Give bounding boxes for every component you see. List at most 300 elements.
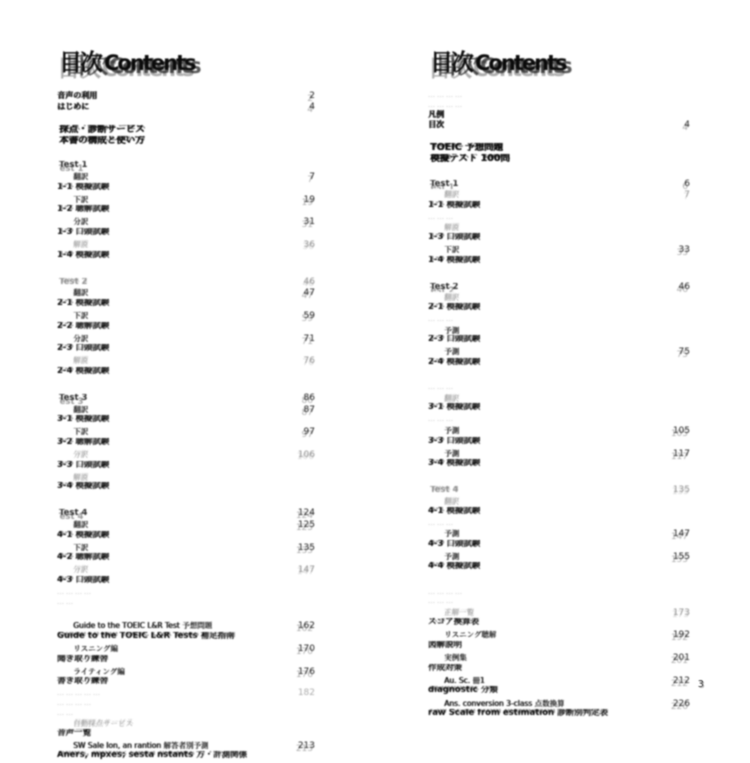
toc-subentry-pagenum: 7 bbox=[684, 190, 690, 201]
toc-page-right bbox=[428, 44, 690, 721]
toc-subentry-label: SW Sale Ion, an rantion 解答者別予測 bbox=[73, 740, 209, 750]
toc-entry-cluster bbox=[57, 334, 315, 354]
toc-subentry bbox=[57, 356, 315, 367]
toc-entry bbox=[428, 437, 690, 447]
toc-subentry-label: 下訳 bbox=[73, 194, 88, 204]
page-title-english: Contents bbox=[475, 51, 566, 75]
toc-entry bbox=[428, 110, 690, 120]
toc-test-heading-label: Test 2 bbox=[59, 277, 88, 287]
toc-entry-cluster bbox=[428, 394, 690, 413]
toc-subentry-label: 翻訳 bbox=[444, 393, 459, 403]
toc-subentry-pagenum: 147 bbox=[672, 529, 690, 540]
page-title-kanji: 目次 bbox=[430, 50, 472, 76]
toc-test-heading bbox=[59, 509, 315, 519]
toc-subentry bbox=[57, 240, 315, 251]
toc-entry-label: 1-1 模擬試験 bbox=[57, 182, 110, 192]
toc-entry-label: 4-1 模擬試験 bbox=[428, 506, 481, 516]
toc-entry-label: 2-3 口頭試験 bbox=[428, 335, 481, 345]
toc-entry-label: 4-4 模擬試験 bbox=[428, 562, 481, 572]
toc-entry-label: Aners, mpxes; sesta nstants 方・計測関係 bbox=[57, 751, 248, 761]
toc-subentry-pagenum: 147 bbox=[297, 565, 315, 576]
toc-subentry bbox=[428, 676, 690, 687]
toc-subentry-pagenum: 170 bbox=[297, 643, 315, 654]
toc-entry-cluster bbox=[428, 529, 690, 549]
toc-entry-label: 目次 bbox=[428, 119, 444, 129]
spacer bbox=[428, 471, 690, 484]
toc-entry-label: diagnostic 分類 bbox=[428, 686, 498, 696]
toc-entry bbox=[57, 438, 315, 448]
toc-test-heading-pagenum: 124 bbox=[297, 508, 315, 519]
toc-subentry bbox=[428, 630, 690, 641]
toc-subentry-label: 分訳 bbox=[73, 333, 88, 343]
spacer bbox=[57, 379, 315, 392]
toc-entry-cluster bbox=[57, 195, 315, 215]
toc-entry bbox=[428, 358, 690, 368]
toc-entry bbox=[57, 367, 315, 377]
toc-subentry-label: Au. Sc. 冊1 bbox=[444, 675, 485, 685]
toc-subentry-label: 翻訳 bbox=[444, 190, 459, 200]
toc-subentry bbox=[57, 311, 315, 322]
toc-subentry-pagenum: 201 bbox=[672, 653, 690, 664]
toc-entry bbox=[428, 709, 690, 719]
toc-entry bbox=[57, 531, 315, 541]
toc-subentry bbox=[428, 529, 690, 540]
toc-test-heading-label: Test 2 bbox=[430, 282, 459, 292]
toc-entry-label: 3-1 模擬試験 bbox=[57, 415, 110, 425]
ghost-line bbox=[428, 213, 690, 223]
ghost-line bbox=[428, 101, 690, 111]
toc-test-heading-label: Test 1 bbox=[59, 161, 88, 171]
toc-entry-label: 3-2 聴解試験 bbox=[57, 437, 110, 447]
spacer bbox=[428, 370, 690, 383]
toc-entry bbox=[57, 91, 315, 102]
toc-subentry bbox=[428, 552, 690, 563]
toc-subentry bbox=[57, 450, 315, 461]
toc-subentry bbox=[57, 405, 315, 416]
toc-subentry-label: 解説 bbox=[73, 356, 88, 366]
toc-subentry bbox=[57, 667, 315, 678]
toc-entry-label: 3-3 口頭試験 bbox=[428, 436, 481, 446]
toc-entry-cluster bbox=[57, 405, 315, 425]
toc-entry-label: 書き取り練習 bbox=[57, 677, 109, 687]
toc-entry-label: 4-2 聴解試験 bbox=[57, 553, 110, 563]
ghost-line bbox=[428, 519, 690, 529]
toc-entry-cluster bbox=[428, 699, 690, 719]
toc-test-heading bbox=[59, 161, 315, 171]
toc-section-heading bbox=[430, 143, 690, 153]
ghost-line bbox=[428, 383, 690, 393]
toc-subentry bbox=[57, 288, 315, 299]
toc-subentry-label: Guide to the TOEIC L&R Test 予想問題 bbox=[73, 621, 212, 631]
toc-entry-pagenum: 2 bbox=[309, 91, 315, 101]
toc-subentry-pagenum: 97 bbox=[303, 427, 315, 438]
toc-test-heading-pagenum: 86 bbox=[303, 393, 315, 404]
toc-entry bbox=[57, 677, 315, 687]
toc-entry-cluster bbox=[57, 217, 315, 237]
toc-subentry bbox=[57, 644, 315, 655]
ghost-line-label: ……… bbox=[428, 597, 455, 606]
toc-entry-cluster bbox=[57, 719, 315, 738]
ghost-line-label: ……… bbox=[428, 518, 455, 527]
toc-section-heading-label: 本書の構成と使い方 bbox=[59, 135, 145, 146]
toc-subentry-label: 翻訳 bbox=[73, 288, 88, 298]
toc-subentry-pagenum: 31 bbox=[303, 217, 315, 228]
toc-entry-cluster bbox=[57, 621, 315, 641]
toc-subentry-label: 自動採点サービス bbox=[73, 719, 133, 729]
toc-entry-cluster bbox=[428, 347, 690, 367]
toc-subentry bbox=[428, 223, 690, 233]
toc-subentry bbox=[428, 449, 690, 460]
toc-entry bbox=[57, 322, 315, 332]
toc-test-heading bbox=[59, 394, 315, 404]
toc-entry-label: 2-2 聴解試験 bbox=[57, 321, 110, 331]
toc-entry bbox=[57, 251, 315, 261]
spacer bbox=[57, 607, 315, 620]
toc-subentry bbox=[57, 719, 315, 729]
toc-test-heading-pagenum: 6 bbox=[684, 178, 690, 189]
toc-subentry bbox=[57, 334, 315, 345]
toc-subentry-pagenum: 75 bbox=[678, 347, 690, 358]
toc-subentry bbox=[428, 653, 690, 664]
toc-subentry-pagenum: 59 bbox=[303, 311, 315, 321]
ghost-line bbox=[428, 415, 690, 425]
toc-rows-left bbox=[57, 91, 315, 761]
page-title bbox=[59, 44, 315, 77]
toc-entry bbox=[57, 576, 315, 586]
toc-subentry bbox=[428, 608, 690, 619]
toc-entry-label: 3-3 口頭試験 bbox=[57, 460, 110, 470]
toc-entry-cluster bbox=[57, 450, 315, 470]
toc-entry-label: 2-4 模擬試験 bbox=[428, 357, 481, 367]
toc-entry-cluster bbox=[428, 449, 690, 469]
toc-subentry bbox=[57, 621, 315, 632]
toc-entry-label: 聞き取り練習 bbox=[57, 654, 109, 664]
toc-subentry-label: 分訳 bbox=[73, 217, 88, 227]
toc-entry bbox=[428, 233, 690, 243]
toc-subentry bbox=[428, 326, 690, 336]
toc-subentry bbox=[428, 394, 690, 404]
ghost-line-label: ……… bbox=[428, 415, 455, 424]
toc-section-heading bbox=[59, 136, 315, 146]
toc-section-heading-label: 採点・診断サービス bbox=[59, 125, 145, 135]
toc-subentry bbox=[57, 520, 315, 531]
toc-subentry-pagenum: 47 bbox=[303, 288, 315, 299]
toc-entry-cluster bbox=[428, 630, 690, 650]
toc-section-heading-label: 模擬テスト 100問 bbox=[430, 153, 510, 164]
toc-entry bbox=[428, 403, 690, 413]
spacer bbox=[428, 130, 690, 143]
toc-entry-cluster bbox=[428, 245, 690, 265]
toc-subentry-label: 実例集 bbox=[444, 653, 467, 663]
toc-entry-label: 音声一覧 bbox=[57, 728, 92, 738]
toc-subentry bbox=[428, 699, 690, 710]
ghost-line-label: ……… bbox=[428, 212, 455, 221]
toc-entry bbox=[428, 335, 690, 345]
toc-subentry-pagenum: 19 bbox=[303, 194, 315, 205]
toc-entry-label: 1-3 口頭試験 bbox=[428, 233, 481, 243]
ghost-line bbox=[57, 588, 315, 598]
toc-entry-cluster bbox=[57, 311, 315, 331]
toc-entry-pagenum: 4 bbox=[684, 119, 690, 130]
toc-subentry bbox=[57, 427, 315, 438]
corner-page-number: 3 bbox=[697, 679, 704, 690]
ghost-line-label: ………… bbox=[57, 588, 93, 597]
toc-entry bbox=[57, 482, 315, 492]
toc-subentry-label: 分訳 bbox=[73, 450, 88, 460]
toc-subentry bbox=[428, 293, 690, 303]
toc-subentry-pagenum: 162 bbox=[297, 621, 315, 632]
toc-entry-cluster bbox=[428, 497, 690, 516]
toc-entry-label: 4-3 口頭試験 bbox=[428, 539, 481, 549]
ghost-line-label: …………… bbox=[57, 689, 102, 698]
ghost-line bbox=[428, 597, 690, 607]
ghost-line bbox=[57, 699, 315, 709]
toc-entry-cluster bbox=[428, 608, 690, 628]
toc-subentry-label: 翻訳 bbox=[73, 520, 88, 529]
toc-entry bbox=[428, 120, 690, 131]
toc-subentry-label: リスニング聴解 bbox=[444, 630, 497, 640]
toc-entry bbox=[57, 299, 315, 309]
toc-entry bbox=[428, 686, 690, 696]
spacer bbox=[428, 165, 690, 178]
ghost-line-label: …… bbox=[57, 708, 75, 717]
toc-entry-cluster bbox=[57, 288, 315, 308]
toc-subentry-label: 下訳 bbox=[73, 427, 88, 437]
toc-entry bbox=[428, 641, 690, 651]
toc-entry-label: 2-3 口頭試験 bbox=[57, 344, 110, 354]
toc-subentry bbox=[428, 245, 690, 256]
toc-subentry bbox=[428, 347, 690, 358]
toc-subentry-label: 予測 bbox=[444, 325, 459, 335]
toc-entry-label: 4-3 口頭試験 bbox=[57, 575, 110, 585]
toc-entry bbox=[57, 553, 315, 563]
toc-entry-label: 3-4 模擬試験 bbox=[428, 459, 481, 469]
toc-subentry-pagenum: 192 bbox=[672, 630, 690, 641]
toc-test-heading-pagenum: 135 bbox=[672, 485, 690, 496]
toc-entry bbox=[428, 507, 690, 517]
toc-test-heading-pagenum: 46 bbox=[678, 281, 690, 292]
toc-subentry-label: 翻訳 bbox=[444, 293, 459, 303]
toc-entry-label: 2-4 模擬試験 bbox=[57, 366, 110, 376]
toc-entry-label: 1-3 口頭試験 bbox=[57, 227, 110, 237]
toc-test-heading bbox=[59, 278, 315, 288]
toc-entry-label: 3-1 模擬試験 bbox=[428, 403, 481, 413]
toc-page-left bbox=[57, 44, 315, 763]
ghost-line bbox=[428, 91, 690, 101]
toc-entry bbox=[428, 201, 690, 211]
toc-entry-label: raw Scale from estimation 診断別判定表 bbox=[428, 709, 609, 719]
toc-entry-label: 1-4 模擬試験 bbox=[428, 255, 481, 265]
toc-entry-cluster bbox=[57, 565, 315, 585]
toc-subentry bbox=[57, 565, 315, 576]
toc-entry-cluster bbox=[428, 190, 690, 210]
toc-subentry-pagenum: 33 bbox=[678, 245, 690, 256]
toc-subentry-pagenum: 135 bbox=[297, 542, 315, 553]
toc-entry-cluster bbox=[57, 427, 315, 447]
toc-entry bbox=[57, 751, 315, 761]
toc-subentry-label: 解説 bbox=[73, 240, 88, 250]
toc-entry bbox=[57, 228, 315, 238]
toc-subentry-label: Ans. conversion 3-class 点数換算 bbox=[444, 698, 565, 708]
toc-entry bbox=[57, 183, 315, 193]
ghost-line-label: ……… bbox=[428, 383, 455, 392]
spacer bbox=[428, 575, 690, 588]
toc-subentry-pagenum: 226 bbox=[672, 698, 690, 709]
toc-entry-label: はじめに bbox=[57, 101, 89, 111]
toc-subentry bbox=[57, 543, 315, 554]
toc-entry-cluster bbox=[57, 356, 315, 376]
ghost-line bbox=[57, 598, 315, 608]
spacer bbox=[57, 494, 315, 507]
toc-entry-cluster bbox=[428, 426, 690, 446]
toc-subentry-pagenum: 212 bbox=[672, 675, 690, 686]
toc-test-heading bbox=[430, 180, 690, 190]
toc-subentry-pagenum: 176 bbox=[297, 666, 315, 677]
toc-test-heading bbox=[430, 486, 690, 496]
toc-subentry-label: 解説 bbox=[73, 472, 88, 482]
toc-entry bbox=[57, 344, 315, 354]
ghost-line bbox=[428, 315, 690, 325]
toc-entry bbox=[428, 540, 690, 550]
toc-subentry bbox=[57, 217, 315, 228]
ghost-line bbox=[428, 588, 690, 598]
toc-subentry-pagenum: 87 bbox=[303, 404, 315, 415]
toc-entry-cluster bbox=[57, 240, 315, 260]
toc-section-heading-label: TOEIC 予想問題 bbox=[430, 143, 503, 153]
toc-rows-right bbox=[428, 91, 690, 719]
toc-entry-label: 1-1 模擬試験 bbox=[428, 200, 481, 210]
toc-entry bbox=[428, 256, 690, 266]
toc-entry-label: 2-1 模擬試験 bbox=[428, 303, 481, 312]
toc-subentry-label: 正解一覧 bbox=[444, 607, 474, 617]
toc-subentry-label: リスニング編 bbox=[73, 643, 118, 653]
toc-subentry-pagenum: 36 bbox=[303, 240, 315, 251]
toc-subentry bbox=[57, 172, 315, 183]
toc-entry-label: 1-4 模擬試験 bbox=[57, 250, 110, 260]
toc-subentry-label: 解説 bbox=[444, 223, 459, 233]
toc-subentry bbox=[428, 426, 690, 437]
toc-entry-cluster bbox=[57, 667, 315, 687]
spacer bbox=[57, 112, 315, 125]
ghost-line-label: ………… bbox=[428, 100, 464, 109]
toc-entry bbox=[57, 102, 315, 113]
toc-entry-cluster bbox=[428, 676, 690, 696]
toc-entry bbox=[57, 461, 315, 471]
toc-subentry-pagenum: 117 bbox=[672, 448, 690, 459]
toc-section-heading bbox=[430, 154, 690, 164]
toc-subentry-pagenum: 76 bbox=[303, 356, 315, 367]
toc-test-heading-label: Test 4 bbox=[430, 486, 459, 496]
toc-subentry-label: 翻訳 bbox=[444, 496, 459, 506]
toc-subentry-pagenum: 105 bbox=[672, 425, 690, 436]
toc-test-heading-label: Test 1 bbox=[430, 179, 459, 189]
toc-subentry-label: 予測 bbox=[444, 347, 459, 357]
toc-entry-label: 1-2 聴解試験 bbox=[57, 205, 110, 215]
toc-subentry bbox=[57, 195, 315, 206]
toc-entry-label: 音声の利用 bbox=[57, 91, 97, 100]
toc-entry-label: 作成対策 bbox=[428, 663, 463, 673]
toc-entry-label: 2-1 模擬試験 bbox=[57, 298, 110, 308]
toc-entry-cluster bbox=[428, 223, 690, 242]
toc-subentry-label: ライティング編 bbox=[73, 666, 125, 676]
page-title-english: Contents bbox=[104, 51, 195, 75]
toc-section-heading bbox=[59, 125, 315, 135]
toc-entry bbox=[428, 562, 690, 572]
toc-entry-cluster bbox=[57, 644, 315, 664]
toc-subentry-label: 翻訳 bbox=[73, 404, 88, 414]
toc-entry bbox=[428, 618, 690, 628]
toc-entry bbox=[57, 205, 315, 215]
toc-subentry bbox=[428, 497, 690, 507]
toc-subentry bbox=[428, 190, 690, 201]
toc-entry bbox=[428, 303, 690, 313]
toc-test-heading-label: Test 4 bbox=[59, 509, 88, 519]
toc-subentry-label: 予測 bbox=[444, 425, 459, 435]
toc-entry bbox=[428, 459, 690, 469]
toc-entry-label: 4-1 模擬試験 bbox=[57, 530, 110, 540]
toc-entry bbox=[57, 415, 315, 425]
spacer bbox=[428, 268, 690, 281]
toc-subentry-pagenum: 213 bbox=[297, 740, 315, 751]
toc-entry-label: スコア換算表 bbox=[428, 618, 480, 628]
toc-subentry-pagenum: 106 bbox=[297, 450, 315, 461]
toc-subentry-label: 下訳 bbox=[73, 542, 88, 552]
toc-subentry-pagenum: 155 bbox=[672, 551, 690, 562]
toc-entry-cluster bbox=[428, 552, 690, 572]
toc-subentry-pagenum: 173 bbox=[672, 607, 690, 618]
toc-entry-pagenum: 4 bbox=[309, 101, 315, 112]
toc-entry-cluster bbox=[428, 326, 690, 345]
toc-subentry bbox=[57, 473, 315, 483]
ghost-line bbox=[57, 689, 315, 699]
spacer bbox=[57, 146, 315, 159]
toc-entry-label: 3-4 模擬試験 bbox=[57, 482, 110, 492]
ghost-line-label: …… bbox=[57, 597, 75, 606]
toc-entry bbox=[428, 664, 690, 674]
toc-entry bbox=[57, 632, 315, 642]
toc-subentry-label: 翻訳 bbox=[73, 171, 88, 181]
toc-test-heading-label: Test 3 bbox=[59, 394, 88, 404]
toc-entry bbox=[57, 655, 315, 665]
ghost-line-label: ………… bbox=[428, 587, 464, 596]
ghost-line-label: ………… bbox=[428, 91, 464, 99]
toc-subentry-label: 下訳 bbox=[444, 245, 459, 255]
toc-subentry-label: 予測 bbox=[444, 448, 459, 458]
toc-subentry-label: 分訳 bbox=[73, 565, 88, 575]
toc-test-heading-pagenum: 46 bbox=[303, 276, 315, 287]
toc-entry-cluster bbox=[57, 473, 315, 492]
toc-entry-cluster bbox=[428, 653, 690, 673]
ghost-line-label: ………… bbox=[57, 698, 93, 707]
toc-entry-cluster bbox=[57, 741, 315, 761]
toc-entry-label: 図解説明 bbox=[428, 641, 463, 651]
toc-subentry-pagenum: 125 bbox=[297, 520, 315, 530]
toc-entry-label: Guide to the TOEIC L&R Tests 補足指南 bbox=[57, 631, 235, 641]
toc-entry-cluster bbox=[57, 543, 315, 563]
page-title bbox=[430, 44, 690, 77]
toc-entry-cluster bbox=[57, 172, 315, 192]
ghost-line bbox=[57, 709, 315, 719]
ghost-line-label: ……… bbox=[428, 315, 455, 324]
ghost-line-pagenum: 182 bbox=[297, 688, 315, 699]
toc-entry-label: 凡例 bbox=[428, 110, 444, 120]
toc-entry-cluster bbox=[428, 293, 690, 312]
toc-test-heading bbox=[430, 283, 690, 293]
toc-subentry-pagenum: 7 bbox=[309, 171, 315, 182]
toc-subentry-label: 予測 bbox=[444, 551, 459, 561]
toc-subentry-label: 予測 bbox=[444, 529, 459, 539]
toc-entry bbox=[57, 729, 315, 739]
